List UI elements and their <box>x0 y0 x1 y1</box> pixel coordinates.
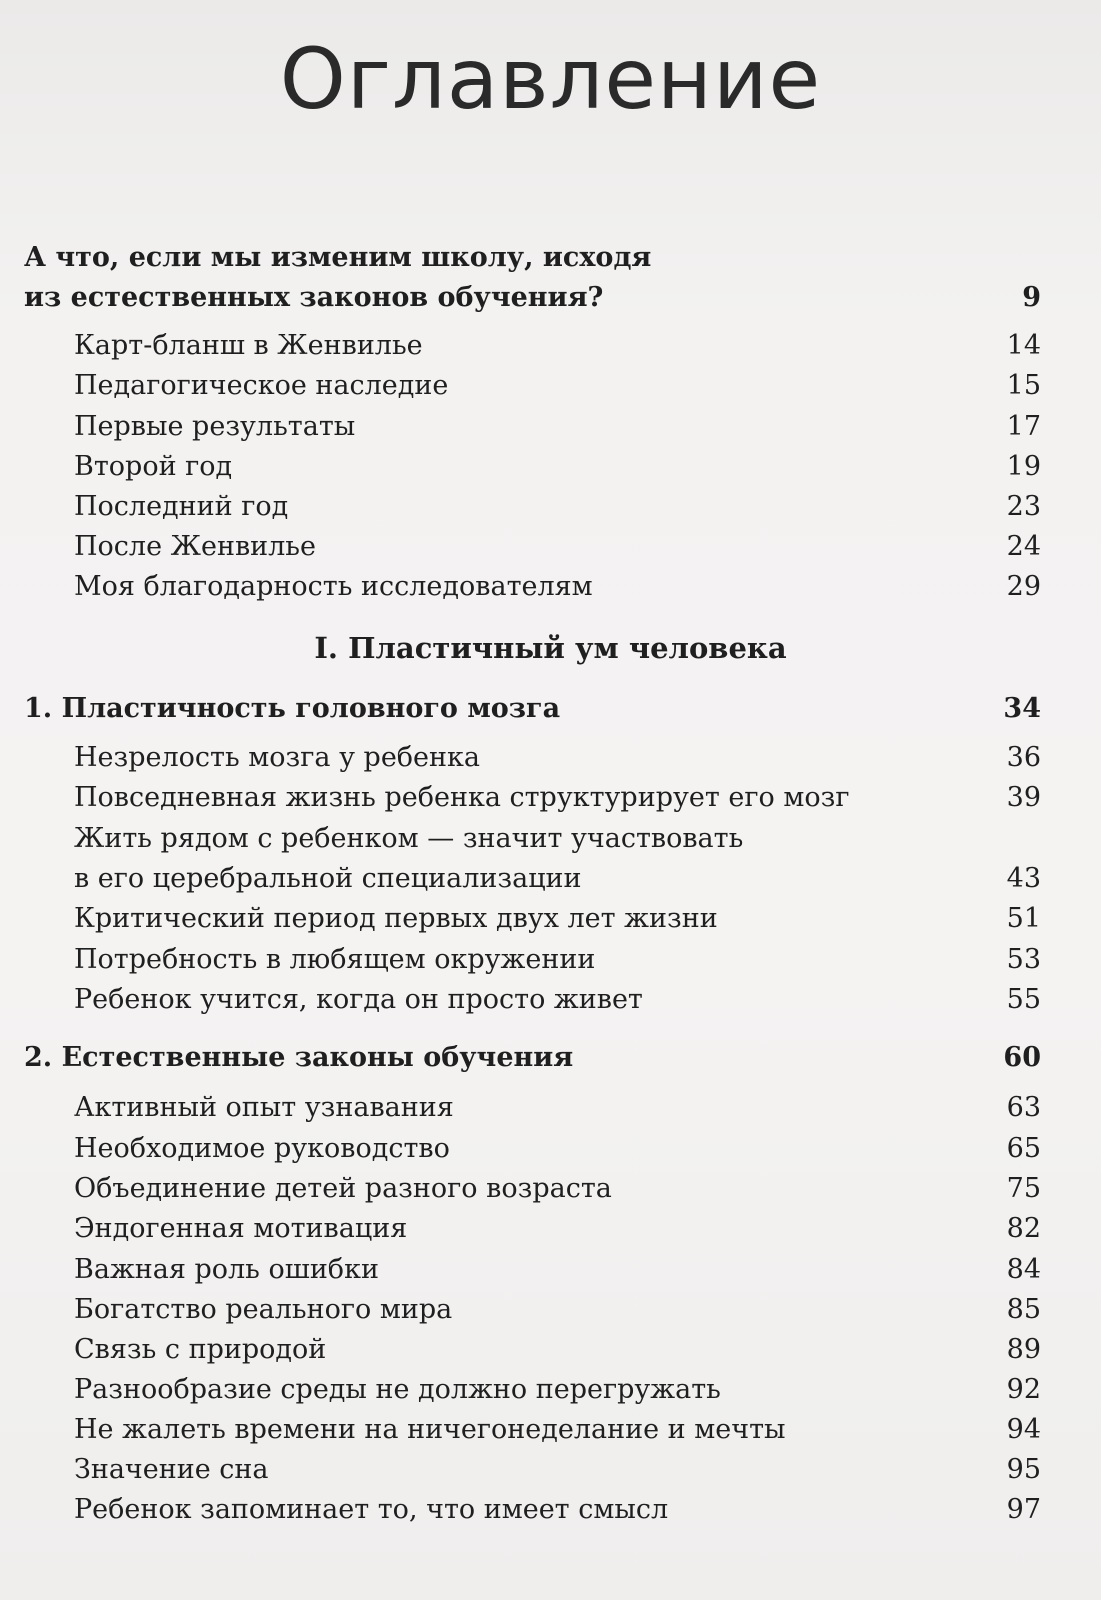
toc-page-number: 43 <box>1006 863 1041 894</box>
toc-entry <box>0 901 1101 941</box>
toc-entry-label: Первые результаты <box>74 411 356 442</box>
toc-page-number: 75 <box>1006 1173 1041 1204</box>
toc-heading-text: из естественных законов обучения? <box>24 282 604 313</box>
toc-chapter-2 <box>0 1040 1101 1080</box>
toc-page-number: 14 <box>1006 330 1041 361</box>
toc-entry-label: Значение сна <box>74 1454 269 1485</box>
toc-chapter-1 <box>0 691 1101 731</box>
toc-entry-label: Разнообразие среды не должно перегружать <box>74 1374 721 1405</box>
toc-page-number: 97 <box>1006 1494 1041 1525</box>
toc-entry-label: Карт-бланш в Женвилье <box>74 330 423 361</box>
toc-entry <box>0 1252 1101 1292</box>
toc-entry-label: Эндогенная мотивация <box>74 1213 408 1244</box>
toc-heading-intro-line2 <box>0 280 1101 320</box>
toc-entry <box>0 449 1101 489</box>
toc-page-number: 95 <box>1006 1454 1041 1485</box>
toc-entry <box>0 328 1101 368</box>
toc-entry <box>0 780 1101 820</box>
toc-page-number: 53 <box>1006 944 1041 975</box>
toc-page-number: 17 <box>1006 411 1041 442</box>
toc-page-number: 51 <box>1006 903 1041 934</box>
toc-entry <box>0 1171 1101 1211</box>
toc-entry <box>0 740 1101 780</box>
toc-page-number: 39 <box>1006 782 1041 813</box>
toc-entry <box>0 1292 1101 1332</box>
toc-entry-label: Повседневная жизнь ребенка структурирует его мозг <box>74 782 850 813</box>
toc-page-number: 55 <box>1006 984 1041 1015</box>
toc-entry-label: Жить рядом с ребенком — значит участвовать <box>74 823 744 854</box>
toc-page-number: 23 <box>1006 491 1041 522</box>
toc-entry <box>0 569 1101 609</box>
toc-page-number: 9 <box>1022 282 1041 313</box>
toc-entry-label: Ребенок запоминает то, что имеет смысл <box>74 1494 669 1525</box>
toc-entry-label: Объединение детей разного возраста <box>74 1173 612 1204</box>
toc-entry-label: Связь с природой <box>74 1334 327 1365</box>
toc-entry <box>0 1090 1101 1130</box>
toc-entry <box>0 1492 1101 1532</box>
toc-entry-label: После Женвилье <box>74 531 316 562</box>
toc-heading-text: А что, если мы изменим школу, исходя <box>24 242 652 273</box>
toc-page-number: 82 <box>1006 1213 1041 1244</box>
toc-entry <box>0 1211 1101 1251</box>
toc-entry <box>0 861 1101 901</box>
toc-entry <box>0 489 1101 529</box>
toc-page-number: 36 <box>1006 742 1041 773</box>
page-title: Оглавление <box>279 30 822 128</box>
toc-chapter-title: 1. Пластичность головного мозга <box>24 693 561 724</box>
toc-entry-label: Второй год <box>74 451 233 482</box>
toc-entry-label: Потребность в любящем окружении <box>74 944 596 975</box>
toc-entry-label: в его церебральной специализации <box>74 863 582 894</box>
toc-entry-label: Богатство реального мира <box>74 1294 453 1325</box>
toc-entry <box>0 942 1101 982</box>
toc-entry-label: Важная роль ошибки <box>74 1254 379 1285</box>
toc-entry <box>0 1131 1101 1171</box>
toc-heading-intro-line1 <box>0 240 1101 280</box>
toc-page-number: 60 <box>1003 1042 1041 1073</box>
toc-entry-label: Последний год <box>74 491 289 522</box>
toc-entry-label: Не жалеть времени на ничегонеделание и мечты <box>74 1414 786 1445</box>
toc-entry-label: Ребенок учится, когда он просто живет <box>74 984 643 1015</box>
toc-page-number: 84 <box>1006 1254 1041 1285</box>
toc-page-number: 89 <box>1006 1334 1041 1365</box>
toc-page-number: 24 <box>1006 531 1041 562</box>
toc-entry <box>0 1412 1101 1452</box>
toc-entry-label: Моя благодарность исследователям <box>74 571 593 602</box>
toc-entry-label: Критический период первых двух лет жизни <box>74 903 718 934</box>
toc-page-number: 34 <box>1003 693 1041 724</box>
toc-entry-label: Незрелость мозга у ребенка <box>74 742 481 773</box>
toc-entry <box>0 368 1101 408</box>
toc-entry <box>0 982 1101 1022</box>
toc-page-number: 19 <box>1006 451 1041 482</box>
toc-part-title: I. Пластичный ум человека <box>314 631 787 665</box>
toc-entry <box>0 529 1101 569</box>
toc-page-number: 85 <box>1006 1294 1041 1325</box>
toc-entry <box>0 1372 1101 1412</box>
toc-entry <box>0 409 1101 449</box>
toc-chapter-title: 2. Естественные законы обучения <box>24 1042 574 1073</box>
toc-entry-label: Педагогическое наследие <box>74 370 449 401</box>
toc-entry <box>0 821 1101 861</box>
toc-entry-label: Необходимое руководство <box>74 1133 450 1164</box>
toc-entry-label: Активный опыт узнавания <box>74 1092 454 1123</box>
toc-page-number: 65 <box>1006 1133 1041 1164</box>
toc-entry <box>0 1332 1101 1372</box>
toc-page-number: 63 <box>1006 1092 1041 1123</box>
toc-page-number: 92 <box>1006 1374 1041 1405</box>
toc-entry <box>0 1452 1101 1492</box>
toc-page-number: 15 <box>1006 370 1041 401</box>
toc-page-number: 94 <box>1006 1414 1041 1445</box>
toc-page-number: 29 <box>1006 571 1041 602</box>
